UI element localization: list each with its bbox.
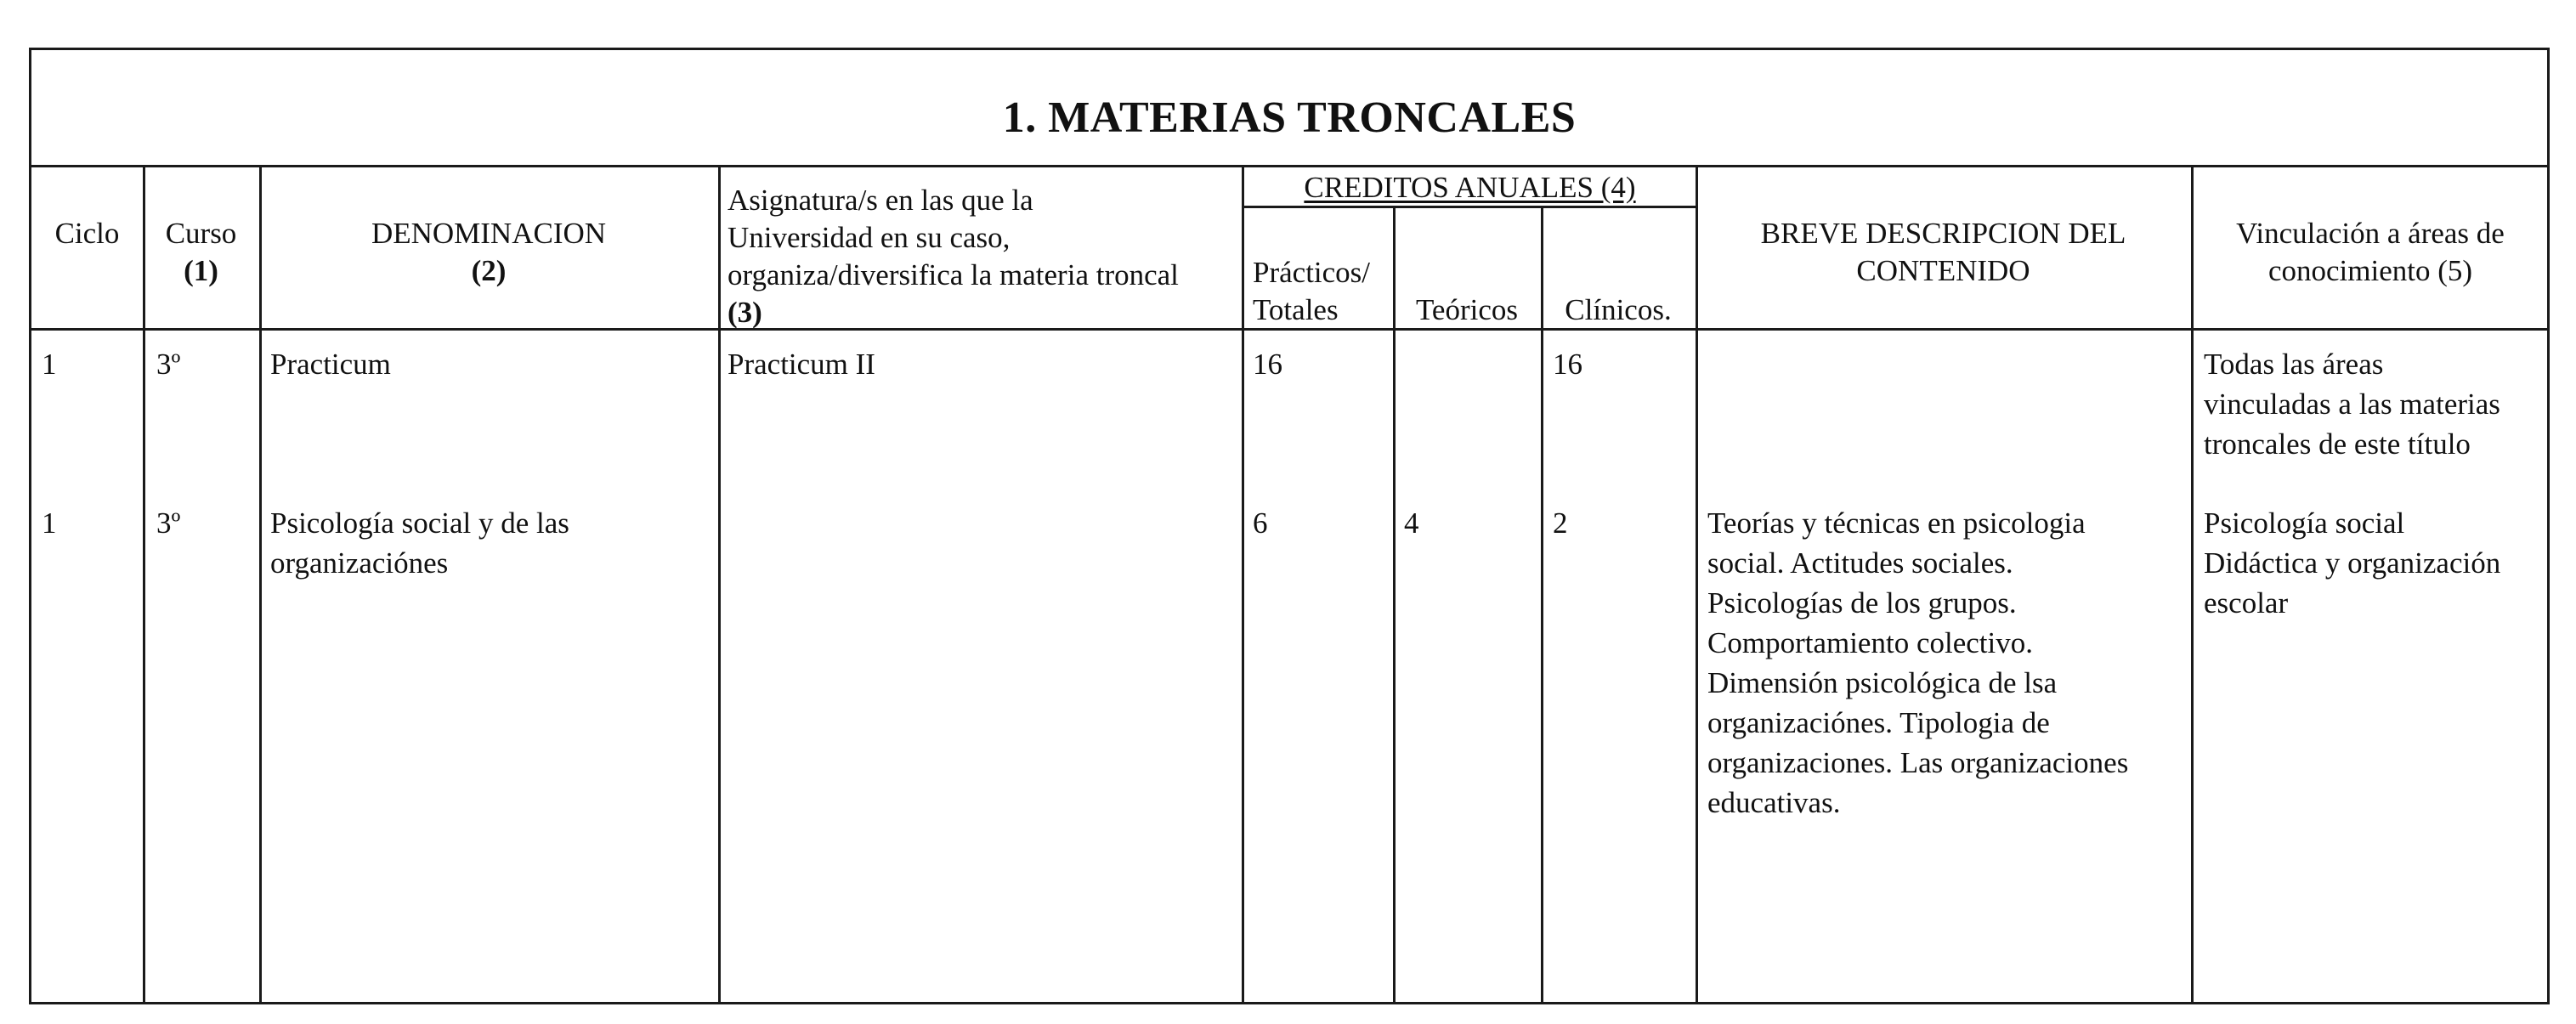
row1-asignatura: [728, 344, 1237, 384]
header-curso-label: Curso: [165, 217, 237, 250]
column-divider: [2191, 167, 2194, 1002]
header-practicos-line: Totales: [1253, 293, 1339, 326]
row2-ciclo: 1: [42, 506, 57, 540]
header-ciclo-label: Ciclo: [54, 217, 120, 250]
header-denominacion-note: (2): [471, 254, 507, 287]
row1-totales: 16: [1253, 348, 1282, 381]
row1-vinculacion: [2204, 344, 2544, 464]
header-vinculacion-line: conocimiento (5): [2267, 254, 2473, 287]
header-teoricos: Teóricos: [1415, 293, 1518, 326]
row1-vinculacion-line: vinculadas a las materias: [2204, 388, 2500, 421]
row2-denominacion-line: organizaciónes: [270, 546, 449, 580]
subjects-table: [29, 48, 2550, 1004]
header-asignatura: [728, 182, 1237, 331]
column-divider: [1242, 167, 1244, 1002]
column-divider: [259, 167, 262, 1002]
row2-vinculacion-line: Didáctica y organización: [2204, 546, 2501, 580]
title-band: [31, 50, 2547, 167]
row2-curso: 3º: [156, 506, 181, 540]
header-practicos-line: Prácticos/: [1253, 256, 1371, 289]
row2-descripcion: [1707, 503, 2183, 823]
header-denominacion: [259, 215, 718, 290]
column-divider: [718, 167, 721, 1002]
row2-descripcion-line: Teorías y técnicas en psicologia: [1707, 506, 2086, 540]
row2-descripcion-line: Psicologías de los grupos.: [1707, 586, 2017, 619]
header-vinculacion-line: Vinculación a áreas de: [2236, 217, 2505, 250]
row2-descripcion-line: organizaciones. Las organizaciones: [1707, 746, 2129, 779]
row1-clinicos: 16: [1553, 348, 1582, 381]
row1-vinculacion-line: Todas las áreas: [2204, 348, 2384, 381]
row2-vinculacion-line: Psicología social: [2204, 506, 2405, 540]
header-clinicos: Clínicos.: [1565, 293, 1672, 326]
row1-asignatura-line: Practicum II: [728, 348, 875, 381]
header-asignatura-note: (3): [728, 296, 762, 329]
row2-vinculacion-line: escolar: [2204, 586, 2289, 619]
header-asignatura-line: Asignatura/s en las que la: [728, 184, 1033, 217]
row1-denominacion-line: Practicum: [270, 348, 391, 381]
row1-ciclo: 1: [42, 348, 57, 381]
header-ciclo: [31, 215, 143, 252]
header-descripcion-line: CONTENIDO: [1856, 254, 2030, 287]
column-divider: [143, 167, 145, 1002]
header-creditos: CREDITOS ANUALES (4): [1304, 171, 1636, 204]
row2-denominacion: [270, 503, 712, 583]
row2-descripcion-line: social. Actitudes sociales.: [1707, 546, 2013, 580]
column-divider: [1696, 167, 1698, 1002]
row2-descripcion-line: Comportamiento colectivo.: [1707, 626, 2033, 659]
table-title: 1. MATERIAS TRONCALES: [1002, 93, 1577, 142]
header-asignatura-line: Universidad en su caso,: [728, 221, 1011, 254]
header-practicos: [1253, 254, 1389, 329]
row2-descripcion-line: educativas.: [1707, 786, 1841, 819]
header-denominacion-label: DENOMINACION: [371, 217, 607, 250]
row1-curso: 3º: [156, 348, 181, 381]
row1-denominacion: [270, 344, 712, 384]
row2-vinculacion: [2204, 503, 2544, 623]
header-curso: [143, 215, 259, 290]
header-asignatura-line: organiza/diversifica la materia troncal: [728, 258, 1179, 291]
row2-clinicos: 2: [1553, 506, 1568, 540]
header-descripcion: [1696, 215, 2191, 290]
row2-descripcion-line: Dimensión psicológica de lsa: [1707, 666, 2058, 699]
header-vinculacion: [2191, 215, 2550, 290]
header-curso-note: (1): [184, 254, 218, 287]
row1-vinculacion-line: troncales de este título: [2204, 427, 2471, 461]
row2-teoricos: 4: [1404, 506, 1419, 540]
row2-totales: 6: [1253, 506, 1268, 540]
header-descripcion-line: BREVE DESCRIPCION DEL: [1760, 217, 2126, 250]
row2-descripcion-line: organizaciónes. Tipologia de: [1707, 706, 2050, 739]
row2-denominacion-line: Psicología social y de las: [270, 506, 569, 540]
